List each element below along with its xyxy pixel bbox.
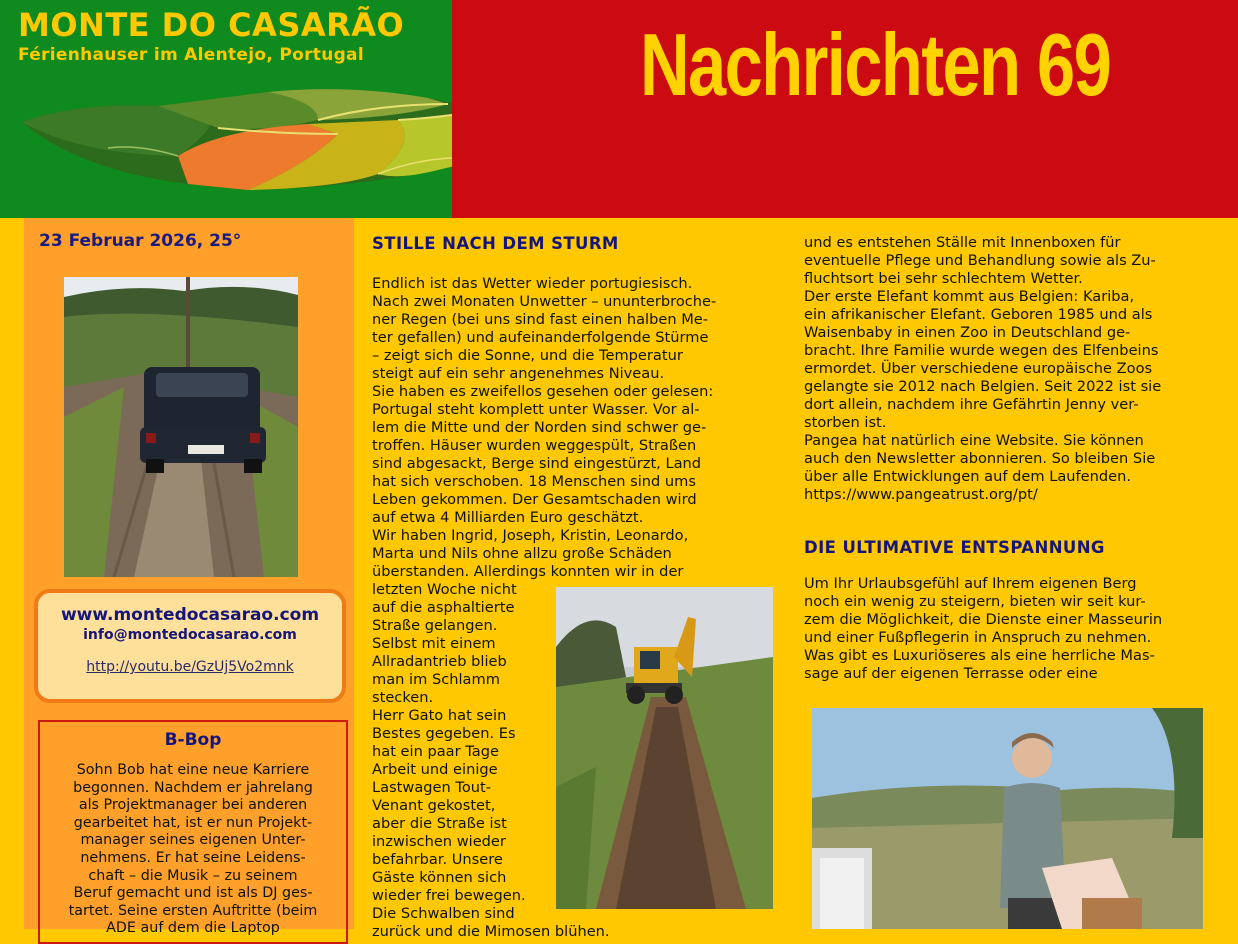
header-red-panel — [452, 0, 1238, 218]
article-line: Nach zwei Monaten Unwetter – ununterbroche- — [372, 293, 717, 310]
bbop-box — [38, 720, 348, 944]
article-column-middle — [354, 218, 786, 940]
car-on-muddy-road-photo — [64, 277, 298, 577]
article-line: hat sich verschoben. 18 Menschen sind ums — [372, 473, 696, 490]
article-line: dort allein, nachdem ihre Gefährtin Jenny ver- — [804, 396, 1139, 413]
article-line: Sie haben es zweifellos gesehen oder gelesen: — [372, 383, 714, 400]
youtube-link[interactable]: http://youtu.be/GzUj5Vo2mnk — [86, 659, 294, 675]
article-line: und es entstehen Ställe mit Innenboxen für — [804, 234, 1121, 251]
article-line: Was gibt es Luxuriöseres als eine herrliche Mas- — [804, 647, 1155, 664]
article-line: Arbeit und einige — [372, 761, 498, 778]
excavator-digging-trench-photo — [556, 587, 773, 909]
pedicure-on-terrace-photo — [812, 708, 1203, 929]
article-line: eventuelle Pflege und Behandlung sowie als Zu- — [804, 252, 1156, 269]
article-line: troffen. Häuser wurden weggespült, Straßen — [372, 437, 697, 454]
article-line: befahrbar. Unsere — [372, 851, 503, 868]
article-line: auf etwa 4 Milliarden Euro geschätzt. — [372, 509, 644, 526]
article-column-right — [786, 218, 1226, 929]
article-line: und einer Fußpflegerin in Anspruch zu nehmen. — [804, 629, 1152, 646]
article-line: Lastwagen Tout- — [372, 779, 492, 796]
article-line: https://www.pangeatrust.org/pt/ — [804, 486, 1038, 503]
article-line: zem die Möglichkeit, die Dienste einer Masseurin — [804, 611, 1163, 628]
article-line: fluchtsort bei sehr schlechtem Wetter. — [804, 270, 1083, 287]
article-line: hat ein paar Tage — [372, 743, 499, 760]
article-storm-continued — [804, 234, 1161, 504]
bbop-line: gearbeitet hat, ist er nun Projekt- — [73, 814, 313, 831]
bbop-line: nehmens. Er hat seine Leidens- — [80, 849, 306, 866]
article-line: auch den Newsletter abonnieren. So bleiben Sie — [804, 450, 1156, 467]
website-link[interactable]: www.montedocasarao.com — [60, 605, 320, 625]
article-line: Bestes gegeben. Es — [372, 725, 516, 742]
article-line: Marta und Nils ohne allzu große Schäden — [372, 545, 672, 562]
article-line: Leben gekommen. Der Gesamtschaden wird — [372, 491, 697, 508]
article-line: Portugal steht komplett unter Wasser. Vor al- — [372, 401, 700, 418]
sidebar-column — [24, 218, 354, 937]
article-line: sage auf der eigenen Terrasse oder eine — [804, 665, 1098, 682]
article-line: Endlich ist das Wetter wieder portugiesisch. — [372, 275, 693, 292]
article-line: Pangea hat natürlich eine Website. Sie können — [804, 432, 1144, 449]
article-line: aber die Straße ist — [372, 815, 507, 832]
article-line: Der erste Elefant kommt aus Belgien: Kariba, — [804, 288, 1135, 305]
article-line: Selbst mit einem — [372, 635, 496, 652]
brand-title: MONTE DO CASARÃO — [18, 6, 405, 44]
article-line: Gäste können sich — [372, 869, 507, 886]
bbop-line: manager seines eigenen Unter- — [80, 832, 306, 849]
article-line: ein afrikanischer Elefant. Geboren 1985 und als — [804, 306, 1153, 323]
article-line: lem die Mitte und der Norden sind schwer ge- — [372, 419, 707, 436]
article-line: gelangte sie 2012 nach Belgien. Seit 2022 ist sie — [804, 378, 1162, 395]
article-line: man im Schlamm — [372, 671, 500, 688]
article-line: Wir haben Ingrid, Joseph, Kristin, Leonardo, — [372, 527, 689, 544]
article-line: storben ist. — [804, 414, 887, 431]
issue-date: 23 Februar 2026, 25° — [39, 231, 242, 251]
article-relax-title: DIE ULTIMATIVE ENTSPANNUNG — [804, 538, 1105, 557]
bbop-title: B-Bop — [164, 730, 222, 750]
article-line: über alle Entwicklungen auf dem Laufenden. — [804, 468, 1132, 485]
bbop-line: ADE auf dem die Laptop — [106, 920, 280, 937]
article-line: ermordet. Über verschiedene europäische Zoos — [804, 360, 1153, 377]
article-line: Waisenbaby in einen Zoo in Deutschland ge- — [804, 324, 1131, 341]
article-line: bracht. Ihre Familie wurde wegen des Elfenbeins — [804, 342, 1159, 359]
article-storm-last-line: zurück und die Mimosen blühen. — [372, 923, 610, 940]
bbop-line: Sohn Bob hat eine neue Karriere — [76, 762, 310, 778]
article-storm-title: STILLE NACH DEM STURM — [372, 234, 619, 253]
article-line: noch ein wenig zu steigern, bieten wir seit kur- — [804, 593, 1146, 610]
brand-subtitle: Férienhauser im Alentejo, Portugal — [18, 45, 364, 65]
bbop-line: chaft – die Musik – zu seinem — [88, 867, 298, 884]
article-line: Straße gelangen. — [372, 617, 498, 634]
bbop-line: als Projektmanager bei anderen — [78, 797, 308, 814]
bbop-line: Beruf gemacht und ist als DJ ges- — [73, 885, 313, 902]
article-storm-body — [372, 275, 716, 581]
article-line: überstanden. Allerdings konnten wir in der — [372, 563, 684, 580]
bbop-line: tartet. Seine ersten Auftritte (beim — [68, 902, 318, 919]
bbop-text — [40, 762, 346, 938]
article-line: – zeigt sich die Sonne, und die Temperatur — [372, 347, 683, 364]
article-line: stecken. — [372, 689, 434, 706]
article-line: letzten Woche nicht — [372, 581, 517, 598]
article-line: Die Schwalben sind — [372, 905, 515, 922]
email-link[interactable]: info@montedocasarao.com — [83, 627, 297, 643]
article-line: inzwischen wieder — [372, 833, 506, 850]
article-line: Herr Gato hat sein — [372, 707, 507, 724]
bbop-line: begonnen. Nachdem er jahrelang — [73, 779, 313, 796]
article-line: ter gefallen) und aufeinanderfolgende Stürme — [372, 329, 709, 346]
contact-box — [34, 589, 346, 703]
issue-title: Nachrichten 69 — [640, 15, 1111, 114]
article-line: Allradantrieb blieb — [372, 653, 507, 670]
article-line: wieder frei bewegen. — [372, 887, 526, 904]
article-line: ner Regen (bei uns sind fast einen halben Me- — [372, 311, 709, 328]
article-line: steigt auf ein sehr angenehmes Niveau. — [372, 365, 665, 382]
article-line: Um Ihr Urlaubsgefühl auf Ihrem eigenen Berg — [804, 575, 1137, 592]
article-relax-body — [804, 575, 1162, 683]
article-storm-body-narrow — [372, 581, 526, 923]
article-line: Venant gekostet, — [372, 797, 496, 814]
article-line: sind abgesackt, Berge sind eingestürzt, Land — [372, 455, 702, 472]
article-line: auf die asphaltierte — [372, 599, 515, 616]
header-green-panel — [0, 0, 452, 218]
